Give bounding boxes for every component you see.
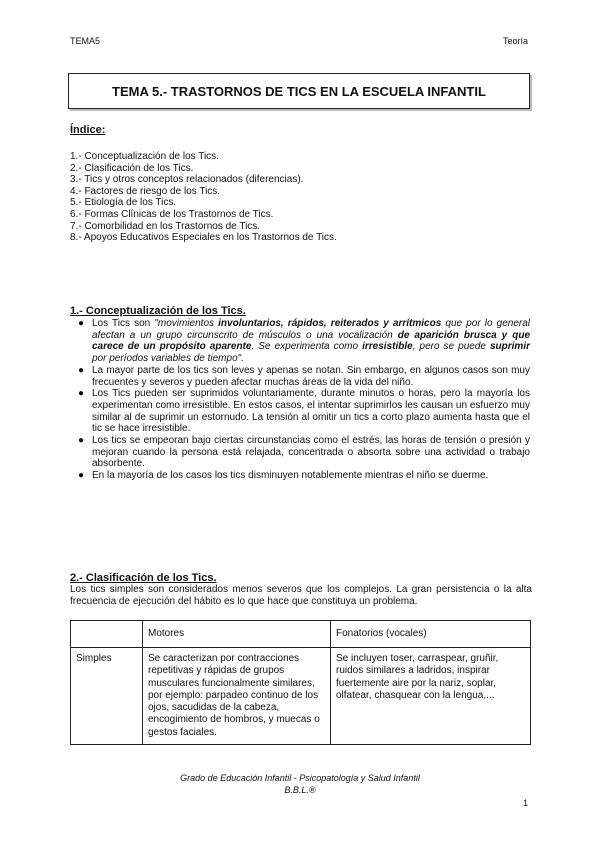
running-header-right: Teoría xyxy=(502,36,528,46)
index-item: 1.- Conceptualización de los Tics. xyxy=(70,151,219,162)
section-1-bullets xyxy=(78,318,530,482)
emphasis: suprimir xyxy=(489,341,530,353)
emphasis: involuntarios, rápidos, reiterados y arrítmicos xyxy=(218,318,442,329)
quote-text: que por lo general afectan a un grupo circunscrito de músculos o una vocalización xyxy=(92,318,530,341)
bullet-icon: ● xyxy=(78,364,85,376)
table-header-cell xyxy=(71,621,143,648)
table-cell: Simples xyxy=(71,648,143,745)
table-header-row xyxy=(71,621,531,648)
emphasis: irresistible xyxy=(362,341,413,353)
table-cell: Se caracterizan por contracciones repetitivas y rápidas de grupos musculares funcionalmente similares, por ejemplo: parpadeo continuo de los ojos, sacudidas de la cabeza, encogimiento de hombros, y muecas o gestos faciales. xyxy=(143,648,331,745)
bullet-item xyxy=(78,470,530,482)
section-heading xyxy=(70,305,246,317)
quote-text: . Se experimenta como xyxy=(251,341,363,353)
quote-text: por períodos variables de tiempo". xyxy=(92,353,244,365)
document-title: TEMA 5.- TRASTORNOS DE TICS EN LA ESCUELA INFANTIL xyxy=(68,73,530,109)
footer-line: Grado de Educación Infantil - Psicopatología y Salud Infantil xyxy=(180,773,420,783)
bullet-item xyxy=(78,435,530,470)
index-item: 7.- Comorbilidad en los Trastornos de Tics. xyxy=(70,220,261,232)
bullet-icon: ● xyxy=(78,470,85,482)
running-header-left: TEMA5 xyxy=(70,36,101,46)
bullet-icon: ● xyxy=(78,318,85,329)
index-item: 5.- Etiología de los Tics. xyxy=(70,197,177,209)
table-header-cell: Fonatorios (vocales) xyxy=(331,621,531,648)
bullet-text: La mayor parte de los tics son leves y apenas se notan. Sin embargo, en algunos casos son muy frecuentes y severos y pueden afectar muchas áreas de la vida del niño. xyxy=(92,364,530,388)
emphasis: de aparición brusca y que carece de un propósito aparente xyxy=(92,329,531,353)
section-2-heading: 2.- Clasificación de los Tics. xyxy=(70,572,217,584)
bullet-icon: ● xyxy=(78,435,85,447)
bullet-item xyxy=(78,365,530,388)
index-item: 2.- Clasificación de los Tics. xyxy=(70,162,194,174)
index-item: 4.- Factores de riesgo de los Tics. xyxy=(70,185,221,197)
bullet-text: Los Tics pueden ser suprimidos voluntariamente, durante minutos o horas, pero la mayoría los experimentan como irresistible. En estos casos, el intentar suprimirlos les causan un esfuerzo muy similar al de suprimir un estornudo. La tensión al omitir un tics a corto plazo aumenta hasta que el tic se hace irresistible. xyxy=(92,388,530,435)
index-item: 3.- Tics y otros conceptos relacionados (diferencias). xyxy=(70,174,304,186)
table-header-cell: Motores xyxy=(143,621,331,648)
page-footer xyxy=(0,772,600,796)
section-heading xyxy=(70,572,217,584)
index-heading: Índice: xyxy=(70,124,106,136)
bullet-icon: ● xyxy=(78,388,85,400)
bullet-item xyxy=(78,318,530,365)
footer-line: B.B.L.® xyxy=(284,785,316,795)
quote-text: "movimientos xyxy=(154,318,219,329)
index-item: 8.- Apoyos Educativos Especiales en los Trastornos de Tics. xyxy=(70,232,337,244)
page-number: 1 xyxy=(522,798,528,808)
classification-table xyxy=(70,620,531,745)
index-item: 6.- Formas Clínicas de los Trastornos de Tics. xyxy=(70,208,274,220)
bullet-item xyxy=(78,388,530,435)
index-list xyxy=(70,151,337,244)
text: Los Tics son xyxy=(92,318,155,329)
section-2-intro: Los tics simples son considerados menos severos que los complejos. La gran persistencia o la alta frecuencia de ejecución del hábito es lo que hace que constituya un problema. xyxy=(70,584,532,607)
quote-text: , pero se puede xyxy=(412,341,490,353)
bullet-text: En la mayoría de los casos los tics disminuyen notablemente mientras el niño se duerme. xyxy=(92,470,489,482)
table-cell: Se incluyen toser, carraspear, gruñir, ruidos similares a ladridos, inspirar fuertemente aire por la nariz, soplar, olfatear, chasquear con la lengua,... xyxy=(331,648,531,745)
table-row xyxy=(71,648,531,745)
section-1-heading: 1.- Conceptualización de los Tics. xyxy=(70,305,246,317)
bullet-text: Los tics se empeoran bajo ciertas circunstancias como el estrés, las horas de tensión o presión y mejoran cuando la persona está relajada, concentrada o absorta sobre una actividad o trabajo absorbente. xyxy=(92,435,530,470)
